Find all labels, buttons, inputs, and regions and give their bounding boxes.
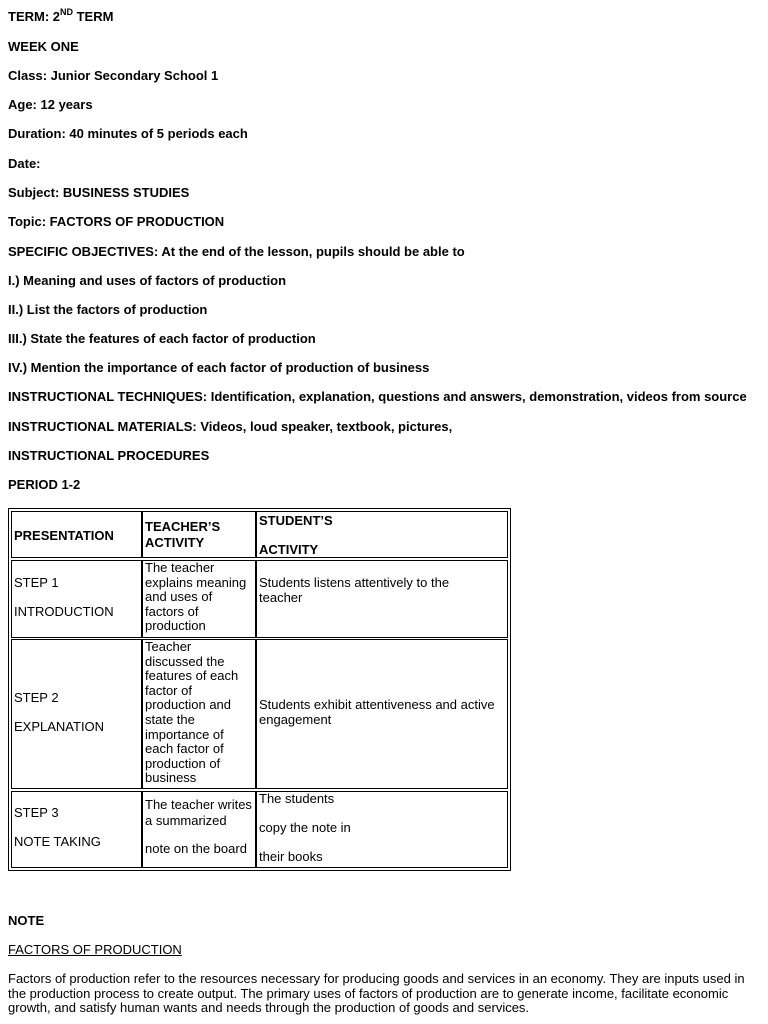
step2-student-cell xyxy=(256,639,508,789)
teacher-activity-line: each factor of xyxy=(145,741,224,757)
week-line: WEEK ONE xyxy=(8,39,79,54)
step3-cell xyxy=(11,791,142,868)
teacher-activity-line: importance of xyxy=(145,726,224,742)
techniques-line: INSTRUCTIONAL TECHNIQUES: Identification, explanation, questions and answers, demonstration, videos from source xyxy=(8,389,747,404)
topic-line: Topic: FACTORS OF PRODUCTION xyxy=(8,214,225,229)
note-heading: NOTE xyxy=(8,913,45,928)
step3-teacher-cell xyxy=(142,791,256,868)
materials-line: INSTRUCTIONAL MATERIALS: Videos, loud speaker, textbook, pictures, xyxy=(8,419,453,434)
term-suffix: TERM xyxy=(73,9,114,24)
step1-student-cell xyxy=(256,560,508,638)
teacher-activity-line: factors of xyxy=(145,603,199,619)
procedures-line: INSTRUCTIONAL PROCEDURES xyxy=(8,448,210,463)
teacher-activity-line: production and xyxy=(145,697,232,713)
term-prefix: TERM: 2 xyxy=(8,9,60,24)
header-presentation-cell xyxy=(11,511,142,558)
header-teacher-line: ACTIVITY xyxy=(145,535,205,550)
objective-item: II.) List the factors of production xyxy=(8,302,208,317)
note-paragraph-line: growth, and satisfy human wants and needs through the production of goods and services. xyxy=(8,1000,530,1015)
teacher-activity-line: business xyxy=(145,770,197,786)
teacher-activity-line: production xyxy=(145,618,206,634)
header-teacher-cell xyxy=(142,511,256,558)
teacher-activity-line: features of each xyxy=(145,668,239,684)
age-line: Age: 12 years xyxy=(8,97,93,112)
student-activity-line: engagement xyxy=(259,711,332,727)
date-line: Date: xyxy=(8,156,41,171)
objective-item: IV.) Mention the importance of each factor of production of business xyxy=(8,360,430,375)
teacher-activity-line: state the xyxy=(145,712,195,727)
note-paragraph xyxy=(8,972,760,1016)
teacher-activity-line: a summarized xyxy=(145,813,227,828)
objectives-intro: SPECIFIC OBJECTIVES: At the end of the lesson, pupils should be able to xyxy=(8,244,465,259)
teacher-activity-line: production of xyxy=(145,755,221,771)
teacher-activity-line: Teacher xyxy=(145,639,192,654)
teacher-activity-line: and uses of xyxy=(145,589,213,605)
term-line xyxy=(8,6,114,25)
note-paragraph-line: the production process to create output. The primary uses of factors of production are to generate income, facilitate economic xyxy=(8,985,729,1001)
student-activity-line: their books xyxy=(259,849,323,864)
student-activity-line: copy the note in xyxy=(259,820,351,835)
header-student-cell xyxy=(256,511,508,558)
step-name: EXPLANATION xyxy=(14,719,105,734)
step1-cell xyxy=(11,560,142,638)
student-activity-line: The students xyxy=(259,791,335,806)
teacher-activity-line: explains meaning xyxy=(145,574,247,590)
step3-student-cell xyxy=(256,791,508,868)
objective-item: III.) State the features of each factor of production xyxy=(8,331,316,346)
teacher-activity-line: The teacher writes xyxy=(145,797,252,812)
duration-line: Duration: 40 minutes of 5 periods each xyxy=(8,126,248,141)
subject-line: Subject: BUSINESS STUDIES xyxy=(8,185,190,200)
header-student-line: STUDENT’S xyxy=(259,513,333,528)
step2-teacher-cell xyxy=(142,639,256,789)
teacher-activity-line: factor of xyxy=(145,682,192,698)
period-line: PERIOD 1-2 xyxy=(8,477,81,492)
step-label: STEP 2 xyxy=(14,690,59,705)
student-activity-line: Students listens attentively to the xyxy=(259,575,450,590)
step-label: STEP 1 xyxy=(14,575,59,590)
student-activity-line: teacher xyxy=(259,589,303,605)
note-subheading: FACTORS OF PRODUCTION xyxy=(8,942,182,957)
teacher-activity-line: The teacher xyxy=(145,560,215,575)
step-name: INTRODUCTION xyxy=(14,604,114,619)
teacher-activity-line: note on the board xyxy=(145,841,247,856)
term-superscript: ND xyxy=(60,6,73,17)
header-student-line: ACTIVITY xyxy=(259,542,319,557)
header-teacher-line: TEACHER’S xyxy=(145,519,221,534)
step2-cell xyxy=(11,639,142,789)
note-paragraph-line: Factors of production refer to the resources necessary for producing goods and services in an economy. They are inputs used in xyxy=(8,971,745,986)
step-name: NOTE TAKING xyxy=(14,834,101,849)
class-line: Class: Junior Secondary School 1 xyxy=(8,68,219,83)
header-presentation: PRESENTATION xyxy=(14,528,114,543)
step-label: STEP 3 xyxy=(14,805,59,820)
teacher-activity-line: discussed the xyxy=(145,653,225,669)
objective-item: I.) Meaning and uses of factors of production xyxy=(8,273,287,288)
procedure-table xyxy=(8,508,511,871)
step1-teacher-cell xyxy=(142,560,256,638)
student-activity-line: Students exhibit attentiveness and active xyxy=(259,697,495,712)
